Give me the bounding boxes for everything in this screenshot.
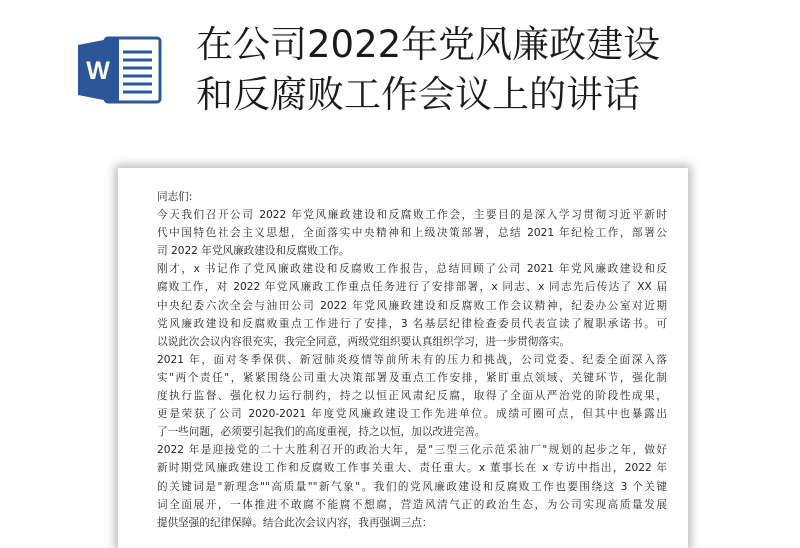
body-line: 党风廉政建设和反腐败重点工作进行了安排，3 名基层纪律检查委员代表宣读了履职承诺书。可	[157, 317, 667, 330]
body-line: 以说此次会议内容很充实，我完全同意，两级党组织要认真组织学习，进一步贯彻落实。	[157, 335, 571, 348]
body-line: 今天我们召开公司 2022 年党风廉政建设和反腐败工作会，主要目的是深入学习贯彻习近平新时	[157, 209, 667, 222]
body-line: 代中国特色社会主义思想，全面落实中央精神和上级决策部署，总结 2021 年纪检工作，部署公	[157, 227, 667, 240]
body-line: 司 2022 年党风廉政建设和反腐败工作。	[157, 245, 350, 258]
body-line: 词全面展开，一体推进不敢腐不能腐不想腐，营造风清气正的政治生态，为公司实现高质量发展	[157, 498, 667, 511]
body-line: 2022 年是迎接党的二十大胜利召开的政治大年，是"三型三化示范采油厂"规划的起步之年，做好	[157, 444, 667, 457]
body-line: 2021 年，面对冬季保供、新冠肺炎疫情等前所未有的压力和挑战，公司党委、纪委全面深入落	[157, 353, 667, 366]
body-line: 腐败工作，对 2022 年党风廉政工作重点任务进行了安排部署，x 同志、x 同志先后传达了 XX 届	[157, 281, 667, 294]
body-line: 提供坚强的纪律保障。结合此次会议内容，我再强调三点：	[157, 516, 433, 529]
word-icon	[75, 35, 165, 105]
word-icon-letter: W	[86, 57, 110, 85]
body-line: 新时期党风廉政建设工作和反腐败工作事关重大、责任重大。x 董事长在 x 专访中指出，2022 年	[157, 462, 667, 475]
document-title-line-1: 在公司2022年党风廉政建设	[196, 23, 661, 66]
body-line: 中央纪委六次全会与油田公司 2022 年党风廉政建设和反腐败工作会议精神，纪委办公室对近期	[157, 299, 667, 312]
body-line: 同志们:	[157, 191, 193, 203]
body-line: 了一些问题，必须要引起我们的高度重视，持之以恒，加以改进完善。	[157, 426, 486, 439]
body-line: 更是荣获了公司 2020-2021 年度党风廉政建设工作先进单位。成绩可圈可点，但其中也暴露出	[157, 408, 667, 421]
body-line: 刚才，x 书记作了党风廉政建设和反腐败工作报告，总结回顾了公司 2021 年党风廉政建设和反	[157, 263, 667, 276]
body-line: 实"两个责任"，紧紧围绕公司重大决策部署及重点工作安排，紧盯重点领域、关键环节，强化制	[157, 371, 667, 384]
body-line: 度执行监督、强化权力运行制约，持之以恒正风肃纪反腐，取得了全面从严治党的阶段性成果，	[157, 390, 667, 403]
document-title	[196, 20, 660, 120]
document-body	[157, 188, 667, 532]
body-line: 的关键词是"新理念""高质量""新气象"。我们的党风廉政建设和反腐败工作也要围绕这 3 个关键	[157, 480, 667, 493]
document-title-line-2: 和反腐败工作会议上的讲话	[196, 73, 640, 116]
